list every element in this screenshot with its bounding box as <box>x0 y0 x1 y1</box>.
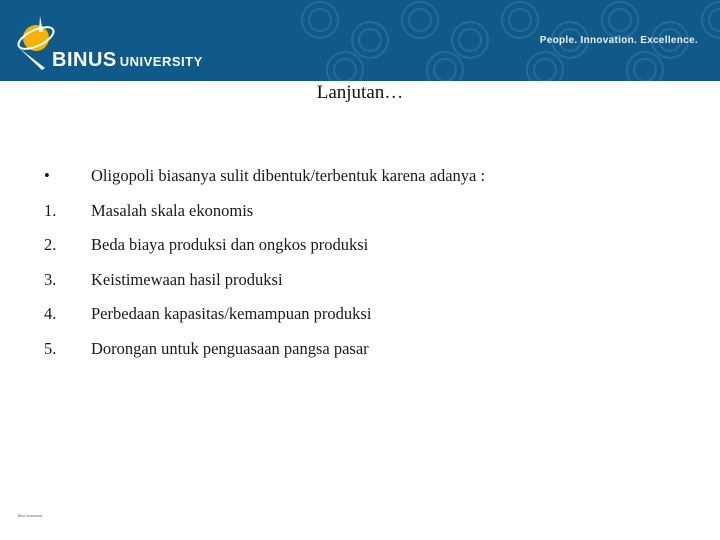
binus-university-logo <box>14 14 214 72</box>
list-item-text: Dorongan untuk penguasaan pangsa pasar <box>91 338 369 358</box>
number-marker: 5. <box>44 338 57 358</box>
list-item-text: Masalah skala ekonomis <box>91 200 254 220</box>
footer-text: Bina Nusantara <box>18 514 43 518</box>
list-item <box>40 304 680 339</box>
slide-content <box>40 166 680 374</box>
bullet-marker: • <box>44 166 50 185</box>
brand-wordmark <box>52 49 203 72</box>
list-item-text: Keistimewaan hasil produksi <box>91 269 283 289</box>
list-item <box>40 166 680 201</box>
brand-suffix: UNIVERSITY <box>119 54 203 69</box>
number-marker: 3. <box>44 269 57 289</box>
list-item-text: Beda biaya produksi dan ongkos produksi <box>91 235 369 255</box>
tagline: People. Innovation. Excellence. <box>539 35 698 46</box>
list-item <box>40 235 680 270</box>
list-item-text: Perbedaan kapasitas/kemampuan produksi <box>91 304 372 324</box>
list-item <box>40 270 680 305</box>
brand-name: BINUS <box>52 49 117 71</box>
list-item <box>40 339 680 374</box>
list-item-text: Oligopoli biasanya sulit dibentuk/terbentuk karena adanya : <box>91 166 486 185</box>
list-item <box>40 201 680 236</box>
number-marker: 4. <box>44 304 57 324</box>
number-marker: 2. <box>44 235 57 255</box>
slide-header <box>0 0 720 81</box>
slide-title: Lanjutan… <box>316 82 404 103</box>
number-marker: 1. <box>44 200 57 220</box>
